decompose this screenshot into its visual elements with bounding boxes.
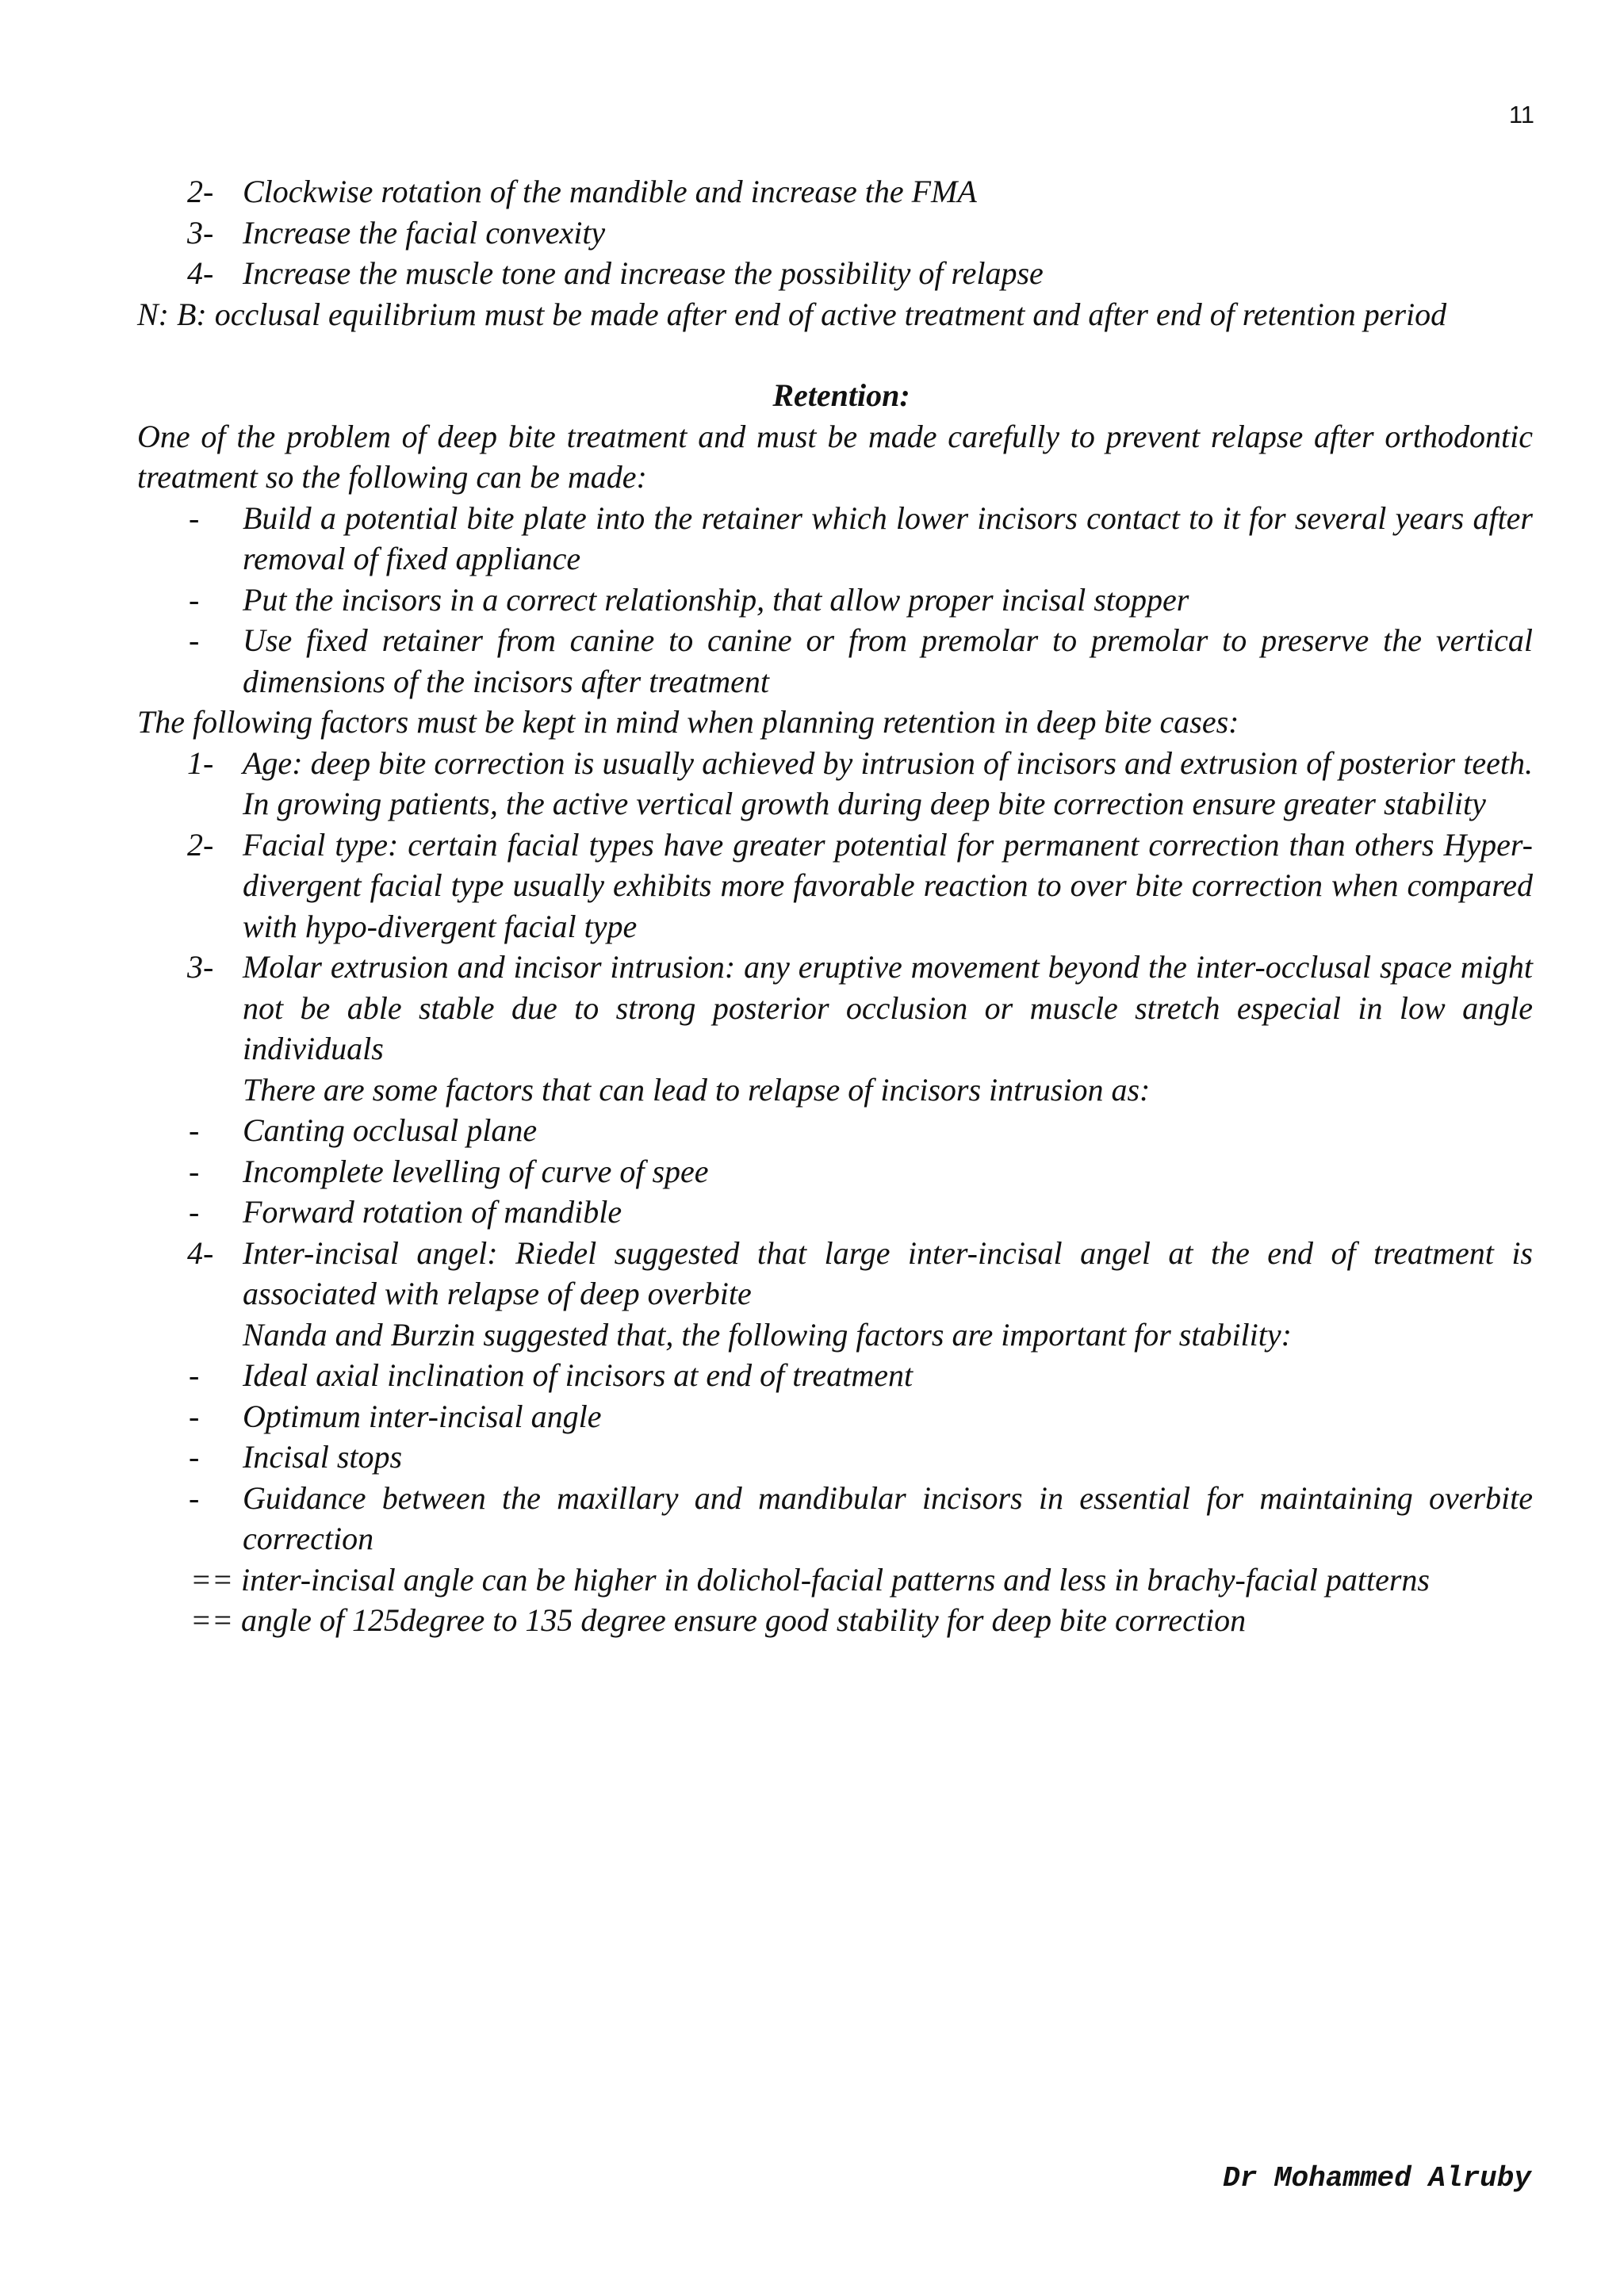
bullet-text: Build a potential bite plate into the retainer which lower incisors contact to it for several years after removal of fixed appliance: [243, 499, 1533, 576]
bullet-item: [137, 1192, 1533, 1233]
bullet-dash: -: [189, 1439, 200, 1475]
relapse-intro: There are some factors that can lead to relapse of incisors intrusion as:: [243, 1071, 1151, 1108]
bullet-dash: -: [189, 1357, 200, 1393]
bullet-item: [137, 1437, 1533, 1478]
bullet-text: Incisal stops: [243, 1439, 403, 1475]
bullet-dash: -: [189, 581, 200, 618]
list-item: [137, 253, 1533, 294]
page-number: 11: [1508, 101, 1534, 128]
factor-item: [137, 947, 1533, 1070]
bullet-text: Forward rotation of mandible: [243, 1194, 622, 1230]
document-body: [137, 171, 1533, 1641]
bullet-dash: -: [189, 1398, 200, 1434]
list-number: 4-: [187, 1234, 214, 1271]
bullet-item: [137, 1478, 1533, 1559]
bullet-item: [137, 1110, 1533, 1151]
list-item-text: Increase the muscle tone and increase the possibility of relapse: [243, 255, 1044, 291]
bullet-item: [137, 580, 1533, 621]
list-item-text: Increase the facial convexity: [243, 214, 606, 251]
bullet-dash: -: [189, 622, 200, 658]
bullet-text: Put the incisors in a correct relationship, that allow proper incisal stopper: [243, 581, 1189, 618]
bullet-text: Ideal axial inclination of incisors at end of treatment: [243, 1357, 914, 1393]
list-number: 4-: [187, 255, 214, 291]
factor-text: Molar extrusion and incisor intrusion: any eruptive movement beyond the inter-occlusal space might not be able stable due to strong posterior occlusion or muscle stretch especial in low angle individuals: [243, 949, 1533, 1066]
bullet-item: [137, 1151, 1533, 1192]
factor-text: Facial type: certain facial types have greater potential for permanent correction than others Hyper-divergent facial type usually exhibits more favorable reaction to over bite correction when compared with hypo-divergent facial type: [243, 826, 1533, 944]
factor-item: [137, 743, 1533, 825]
nb-note: N: B: occlusal equilibrium must be made after end of active treatment and after end of retention period: [137, 296, 1447, 332]
list-number: 3-: [187, 214, 214, 251]
section-heading: Retention:: [772, 377, 910, 413]
note-line: == inter-incisal angle can be higher in dolichol-facial patterns and less in brachy-facial patterns: [190, 1561, 1430, 1598]
bullet-dash: -: [189, 1153, 200, 1189]
bullet-dash: -: [189, 1112, 200, 1148]
list-item: [137, 171, 1533, 212]
bullet-item: [137, 498, 1533, 580]
bullet-dash: -: [189, 1194, 200, 1230]
list-number: 1-: [187, 744, 214, 781]
bullet-text: Guidance between the maxillary and mandibular incisors in essential for maintaining overbite correction: [243, 1479, 1533, 1556]
list-number: 2-: [187, 826, 214, 863]
note-line: == angle of 125degree to 135 degree ensure good stability for deep bite correction: [190, 1602, 1247, 1638]
bullet-dash: -: [189, 1479, 200, 1516]
list-item: [137, 212, 1533, 254]
bullet-text: Incomplete levelling of curve of spee: [243, 1153, 709, 1189]
list-number: 2-: [187, 174, 214, 209]
bullet-text: Use fixed retainer from canine to canine or from premolar to premolar to preserve the vertical dimensions of the incisors after treatment: [243, 622, 1533, 699]
bullet-text: Canting occlusal plane: [243, 1112, 538, 1148]
bullet-item: [137, 1355, 1533, 1396]
factor-item: [137, 825, 1533, 947]
author-footer: Dr Mohammed Alruby: [1223, 2162, 1531, 2195]
bullet-item: [137, 1396, 1533, 1437]
intro-paragraph: One of the problem of deep bite treatment and must be made carefully to prevent relapse after orthodontic treatment so the following can be made:: [137, 418, 1533, 495]
bullet-text: Optimum inter-incisal angle: [243, 1398, 602, 1434]
factor-item: [137, 1233, 1533, 1314]
factor-text: Inter-incisal angel: Riedel suggested that large inter-incisal angel at the end of treatment is associated with relapse of deep overbite: [243, 1234, 1533, 1311]
bullet-item: [137, 620, 1533, 702]
bullet-dash: -: [189, 499, 200, 536]
list-item-text: Clockwise rotation of the mandible and increase the FMA: [243, 174, 977, 209]
factor-text: Age: deep bite correction is usually achieved by intrusion of incisors and extrusion of posterior teeth. In growing patients, the active vertical growth during deep bite correction ensure greater stability: [243, 744, 1533, 821]
list-number: 3-: [187, 949, 214, 985]
nanda-intro: Nanda and Burzin suggested that, the following factors are important for stability:: [243, 1316, 1292, 1353]
factors-intro: The following factors must be kept in mind when planning retention in deep bite cases:: [137, 704, 1239, 740]
